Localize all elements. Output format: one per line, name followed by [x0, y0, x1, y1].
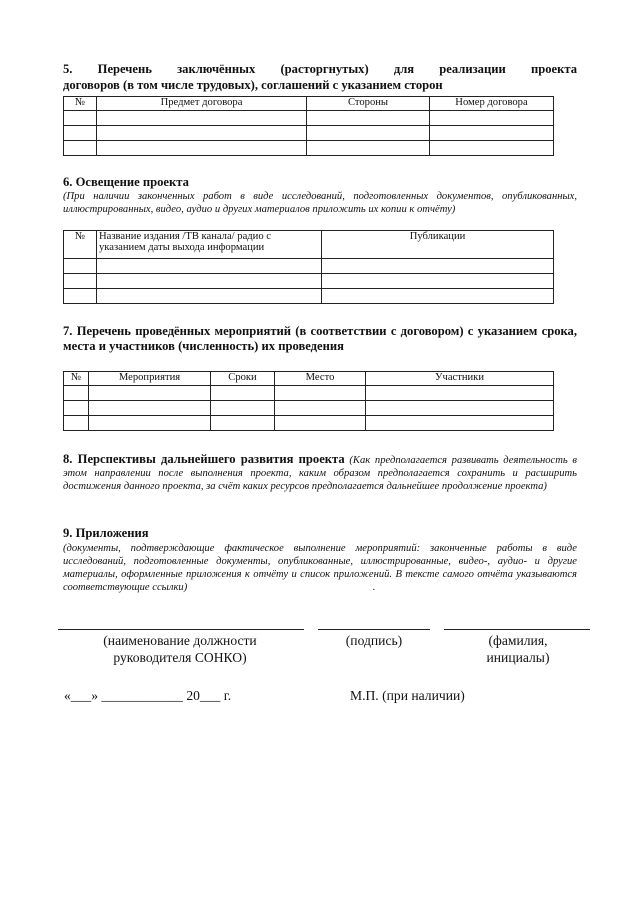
col-number: № [64, 231, 97, 259]
section-6-heading: 6. Освещение проекта [63, 175, 189, 189]
events-table [63, 371, 554, 431]
col-contract-subject: Предмет договора [97, 97, 307, 111]
contracts-table [63, 96, 554, 156]
col-parties: Стороны [307, 97, 430, 111]
table-row [64, 111, 554, 126]
col-participants: Участники [366, 372, 554, 386]
table-row [64, 401, 554, 416]
section-6-note: (При наличии законченных работ в виде исследований, подготовленных документов, опубликованных, иллюстрированных, видео, аудио и других материалов приложить их копии к отчёту) [63, 191, 577, 215]
stamp-label: М.П. (при наличии) [350, 688, 465, 703]
col-contract-number: Номер договора [430, 97, 554, 111]
section-8-heading: 8. Перспективы дальнейшего развития проекта [63, 452, 345, 466]
table-row [64, 126, 554, 141]
col-place: Место [275, 372, 366, 386]
table-row [64, 386, 554, 401]
section-5-heading-line1: 5. Перечень заключённых (расторгнутых) для реализации проекта [63, 62, 577, 76]
col-number: № [64, 97, 97, 111]
col-publications: Публикации [322, 231, 554, 259]
date-line: «___» ____________ 20___ г. [64, 688, 232, 703]
table-row [64, 259, 554, 274]
name-line [444, 629, 590, 630]
col-media-title: Название издания /ТВ канала/ радио с указанием даты выхода информации [97, 231, 322, 259]
stray-dot: · [372, 584, 376, 596]
signature-label: (подпись) [345, 633, 403, 648]
section-7-heading: 7. Перечень проведённых мероприятий (в соответствии с договором) с указанием срока, места и участников (численность) их проведения [63, 324, 577, 353]
col-number: № [64, 372, 89, 386]
col-events: Мероприятия [89, 372, 211, 386]
name-label: (фамилия, инициалы) [486, 633, 550, 665]
table-row [64, 274, 554, 289]
table-row [64, 141, 554, 156]
signature-line [318, 629, 430, 630]
position-label: (наименование должности руководителя СОНКО) [103, 633, 257, 665]
section-5-heading-line2: договоров (в том числе трудовых), соглашений с указанием сторон [63, 78, 443, 92]
publicity-table [63, 230, 554, 304]
section-8-block [63, 452, 577, 493]
table-row [64, 416, 554, 431]
section-9-heading: 9. Приложения [63, 526, 149, 540]
table-row [64, 289, 554, 304]
col-dates: Сроки [211, 372, 275, 386]
section-8-note: (Как предполагается развивать деятельность в этом направлении после выполнения проекта, каким образом предполагается сохранить и расширить достижения данного проекта, за счёт каких ресурсов предполагается дальнейшее продолжение проекта) [63, 455, 577, 492]
position-line [58, 629, 304, 630]
section-9-note: (документы, подтверждающие фактическое выполнение мероприятий: законченные работы в виде исследований, подготовленные документы, опубликованные, иллюстрированные, видео-, аудио- и другие материалы, оформленные приложения к отчёту и список приложений. В тексте самого отчёта указываются соответствующие ссылки) [63, 543, 577, 593]
